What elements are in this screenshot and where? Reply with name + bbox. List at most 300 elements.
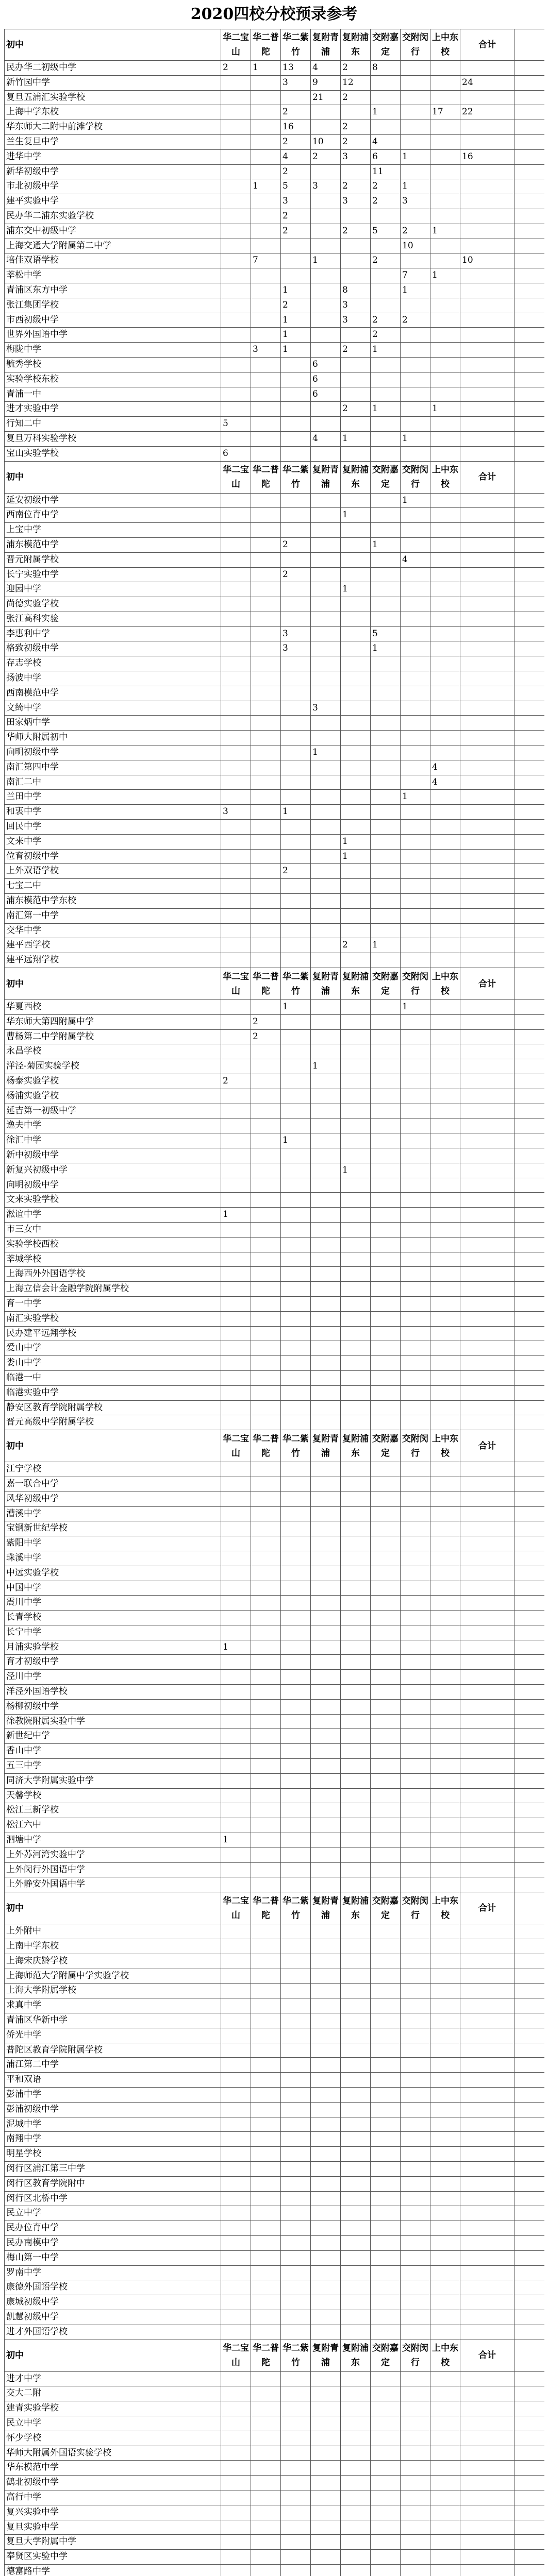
count-cell [371,2295,401,2310]
row-total [460,894,514,908]
count-cell [341,1415,371,1430]
count-cell [281,879,311,893]
count-cell [371,731,401,745]
count-cell [281,2132,311,2146]
school-name: 中远实验学校 [4,1566,221,1581]
row-total [460,1984,514,1998]
school-name: 临港一中 [4,1371,221,1385]
count-cell: 1 [401,494,430,508]
count-cell [401,612,430,626]
count-cell [311,1625,341,1640]
count-cell [401,2266,430,2280]
school-name: 新复兴初级中学 [4,1163,221,1178]
count-cell [281,2162,311,2176]
school-name: 田家炳中学 [4,716,221,730]
count-cell [401,1386,430,1400]
count-cell [401,1551,430,1566]
count-cell [221,1492,251,1506]
row-total [460,924,514,938]
count-cell [401,91,430,105]
row-total [460,2103,514,2117]
school-name: 洋泾外国语学校 [4,1685,221,1699]
table-row [4,953,544,968]
count-cell [371,879,401,893]
count-cell [401,1998,430,2013]
school-name: 康德外国语学校 [4,2280,221,2295]
count-cell [221,1670,251,1684]
count-cell [430,239,460,253]
count-cell [371,1208,401,1222]
count-cell [401,2490,430,2505]
count-cell [221,2132,251,2146]
count-cell [221,1030,251,1044]
school-name: 香山中学 [4,1744,221,1758]
count-cell [341,1386,371,1400]
school-name: 闵行区浦江第三中学 [4,2162,221,2176]
count-cell [311,2103,341,2117]
count-cell [341,745,371,760]
count-cell [341,553,371,567]
count-cell [430,1611,460,1625]
table-row [4,1089,544,1104]
row-total [460,1089,514,1104]
table-row [4,612,544,627]
row-total [460,1551,514,1566]
table-row [4,165,544,180]
count-cell [251,120,281,134]
count-cell [251,2088,281,2102]
count-cell [371,120,401,134]
count-cell [311,1297,341,1311]
table-row [4,2280,544,2295]
count-cell [251,612,281,626]
count-cell [371,1789,401,1803]
count-cell [281,402,311,416]
row-total [460,2162,514,2176]
count-cell [311,2043,341,2058]
header-first: 初中 [4,29,221,60]
count-cell [251,239,281,253]
count-cell [430,953,460,968]
count-cell [221,1297,251,1311]
count-cell [221,1685,251,1699]
row-total [460,417,514,431]
count-cell [281,1774,311,1788]
count-cell [221,432,251,446]
count-cell [251,2446,281,2461]
count-cell [251,850,281,864]
table-row [4,1998,544,2013]
count-cell [341,1566,371,1581]
count-cell [281,1297,311,1311]
column-header: 交附闵行 [401,462,430,493]
table-row [4,1492,544,1507]
count-cell [251,2310,281,2325]
count-cell [341,1015,371,1029]
count-cell [401,328,430,342]
count-cell [311,1536,341,1551]
count-cell [371,1551,401,1566]
column-header: 上中东校 [430,1430,460,1462]
count-cell [430,1521,460,1536]
school-name: 江宁学校 [4,1462,221,1477]
row-total [460,1386,514,1400]
table-row [4,1818,544,1833]
count-cell [430,2565,460,2576]
school-name: 泥城中学 [4,2117,221,2132]
count-cell: 1 [281,283,311,298]
count-cell: 6 [311,372,341,387]
count-cell [281,2310,311,2325]
count-cell [251,2043,281,2058]
school-name: 泾川中学 [4,1670,221,1684]
table-row [4,686,544,701]
count-cell [221,2280,251,2295]
count-cell: 2 [341,343,371,357]
count-cell [430,2476,460,2490]
count-cell [371,835,401,849]
count-cell [251,894,281,908]
table-row [4,2401,544,2416]
count-cell [311,2280,341,2295]
count-cell [251,1566,281,1581]
table-row [4,150,544,165]
count-cell [371,1356,401,1370]
count-cell [430,2280,460,2295]
count-cell [221,2206,251,2221]
column-header: 华二紫竹 [281,2340,311,2371]
count-cell [311,2550,341,2564]
count-cell [221,1611,251,1625]
count-cell [430,1984,460,1998]
count-cell [401,1178,430,1193]
table-row [4,1223,544,1238]
count-cell [430,313,460,328]
count-cell [371,1924,401,1939]
table-row [4,2372,544,2387]
row-total [460,1477,514,1492]
school-name: 晋元高级中学附属学校 [4,1415,221,1430]
count-cell [430,1655,460,1669]
table-header-row [4,29,544,61]
count-cell [221,538,251,552]
count-cell [221,135,251,149]
count-cell [430,150,460,164]
count-cell [251,447,281,461]
count-cell: 5 [371,224,401,239]
count-cell [371,1118,401,1133]
count-cell [251,1685,281,1699]
count-cell: 2 [371,179,401,194]
count-cell [311,1655,341,1669]
table-row [4,1700,544,1715]
row-total [460,224,514,239]
school-name: 尚德实验学校 [4,597,221,612]
count-cell [371,686,401,701]
school-name: 凯慧初级中学 [4,2310,221,2325]
school-name: 进才中学 [4,2372,221,2386]
count-cell [251,2251,281,2265]
count-cell [371,2280,401,2295]
count-cell [401,2505,430,2520]
count-cell: 4 [311,61,341,75]
row-total [460,1059,514,1074]
count-cell [221,1507,251,1521]
count-cell [371,2236,401,2250]
count-cell [371,953,401,968]
count-cell: 1 [341,1163,371,1178]
count-cell [251,2206,281,2221]
count-cell [430,1327,460,1341]
row-total [460,2505,514,2520]
count-cell [341,894,371,908]
count-cell: 10 [311,135,341,149]
school-name: 育才初级中学 [4,1655,221,1669]
count-cell [221,2103,251,2117]
count-cell [221,91,251,105]
count-cell [281,508,311,522]
count-cell [251,209,281,224]
count-cell [341,1596,371,1610]
count-cell [401,953,430,968]
row-total [460,775,514,790]
table-row [4,253,544,268]
count-cell [341,2028,371,2043]
table-header-row [4,462,544,494]
school-name: 上外苏河湾实验中学 [4,1848,221,1862]
school-name: 天馨学校 [4,1789,221,1803]
table-row [4,745,544,760]
count-cell [371,894,401,908]
table-row [4,1863,544,1878]
row-total [460,2490,514,2505]
count-cell [430,1640,460,1655]
count-cell: 1 [401,432,430,446]
count-cell: 1 [401,790,430,804]
count-cell [430,716,460,730]
count-cell [341,1178,371,1193]
count-cell [221,1118,251,1133]
count-cell [221,1282,251,1296]
school-name: 扬波中学 [4,671,221,686]
table-row [4,597,544,612]
table-row [4,447,544,462]
count-cell [221,1954,251,1969]
count-cell [430,209,460,224]
school-name: 回民中学 [4,820,221,834]
count-cell [371,2386,401,2401]
column-header: 华二宝山 [221,1892,251,1924]
count-cell [371,1386,401,1400]
count-cell [430,924,460,938]
school-name: 闵行区教育学院附中 [4,2177,221,2191]
count-cell [371,358,401,372]
table-row [4,850,544,865]
table-row [4,239,544,254]
table-row [4,835,544,850]
school-name: 嘉一联合中学 [4,1477,221,1492]
count-cell [371,1803,401,1818]
count-cell [311,1998,341,2013]
count-cell [251,2221,281,2235]
count-cell [221,909,251,923]
row-total [460,1104,514,1118]
count-cell [281,924,311,938]
count-cell [251,1939,281,1954]
school-name: 西南位育中学 [4,508,221,522]
count-cell [281,2520,311,2535]
count-cell [401,1640,430,1655]
count-cell [281,1386,311,1400]
row-total [460,2117,514,2132]
table-row [4,1193,544,1208]
school-name: 徐教院附属实验中学 [4,1715,221,1729]
school-name: 徐汇中学 [4,1133,221,1148]
count-cell [341,2386,371,2401]
count-cell [311,1596,341,1610]
count-cell: 1 [371,105,401,120]
count-cell [401,2280,430,2295]
school-name: 实验学校东校 [4,372,221,387]
count-cell [311,1044,341,1059]
count-cell [341,1969,371,1984]
count-cell [281,1208,311,1222]
count-cell [430,1818,460,1833]
count-cell [341,1551,371,1566]
table-row [4,2043,544,2058]
count-cell [251,1596,281,1610]
count-cell: 8 [371,61,401,75]
table-row [4,268,544,283]
count-cell [221,731,251,745]
count-cell [251,283,281,298]
count-cell [221,209,251,224]
school-name: 华夏西校 [4,1000,221,1014]
count-cell [371,91,401,105]
count-cell [311,402,341,416]
count-cell [251,1789,281,1803]
count-cell [221,2028,251,2043]
row-total [460,1863,514,1877]
row-total [460,2028,514,2043]
school-name: 南汇实验学校 [4,1312,221,1326]
table-row [4,879,544,894]
count-cell: 2 [401,224,430,239]
school-name: 市三女中 [4,1223,221,1237]
count-cell [311,224,341,239]
count-cell [430,91,460,105]
count-cell [371,2431,401,2446]
row-total [460,1178,514,1193]
count-cell [341,1640,371,1655]
count-cell [311,447,341,461]
count-cell: 7 [401,268,430,283]
count-cell [311,1208,341,1222]
count-cell [221,775,251,790]
count-cell [311,2266,341,2280]
row-total [460,879,514,893]
count-cell [430,1729,460,1743]
count-cell [430,686,460,701]
count-cell [221,2310,251,2325]
school-name: 青浦一中 [4,387,221,402]
count-cell [221,283,251,298]
school-name: 同济大学附属实验中学 [4,1774,221,1788]
school-name: 上海交通大学附属第二中学 [4,239,221,253]
count-cell [311,1415,341,1430]
count-cell [251,2520,281,2535]
row-total [460,1744,514,1758]
count-cell [341,1939,371,1954]
column-header: 交附嘉定 [371,29,401,60]
count-cell [371,1327,401,1341]
school-name: 华东师大第四附属中学 [4,1015,221,1029]
count-cell [251,671,281,686]
count-cell: 1 [311,745,341,760]
count-cell: 7 [251,253,281,268]
count-cell [251,2147,281,2161]
count-cell [341,1863,371,1877]
count-cell: 2 [251,1015,281,1029]
count-cell [281,1877,311,1892]
count-cell [341,656,371,671]
count-cell [221,1744,251,1758]
count-cell [401,1954,430,1969]
count-cell [221,745,251,760]
count-cell [341,1611,371,1625]
count-cell [221,2043,251,2058]
count-cell [311,1492,341,1506]
count-cell [281,268,311,283]
count-cell [401,656,430,671]
count-cell [221,1327,251,1341]
count-cell [371,1759,401,1773]
school-name: 洋泾-菊园实验学校 [4,1059,221,1074]
school-name: 华师大附属初中 [4,731,221,745]
count-cell [311,2431,341,2446]
count-cell [251,1863,281,1877]
count-cell [281,2565,311,2576]
count-cell [430,1759,460,1773]
count-cell [371,1596,401,1610]
count-cell [221,1939,251,1954]
count-cell [221,2431,251,2446]
count-cell [221,553,251,567]
count-cell [430,1238,460,1252]
table-row [4,671,544,686]
count-cell: 2 [341,91,371,105]
table-row [4,1670,544,1685]
count-cell [341,1371,371,1385]
school-name: 华东模范中学 [4,2461,221,2475]
count-cell: 3 [281,194,311,209]
count-cell [341,909,371,923]
school-name: 李惠利中学 [4,627,221,641]
count-cell [430,2535,460,2549]
count-cell [311,2177,341,2191]
count-cell [341,2266,371,2280]
table-row [4,2431,544,2446]
count-cell [430,179,460,194]
table-row [4,2147,544,2162]
school-name: 珠溪中学 [4,1551,221,1566]
count-cell [281,1998,311,2013]
row-total [460,2192,514,2206]
row-total [460,1193,514,1207]
column-header: 复附青浦 [311,2340,341,2371]
count-cell [371,1044,401,1059]
school-name: 上海宋庆龄学校 [4,1954,221,1969]
